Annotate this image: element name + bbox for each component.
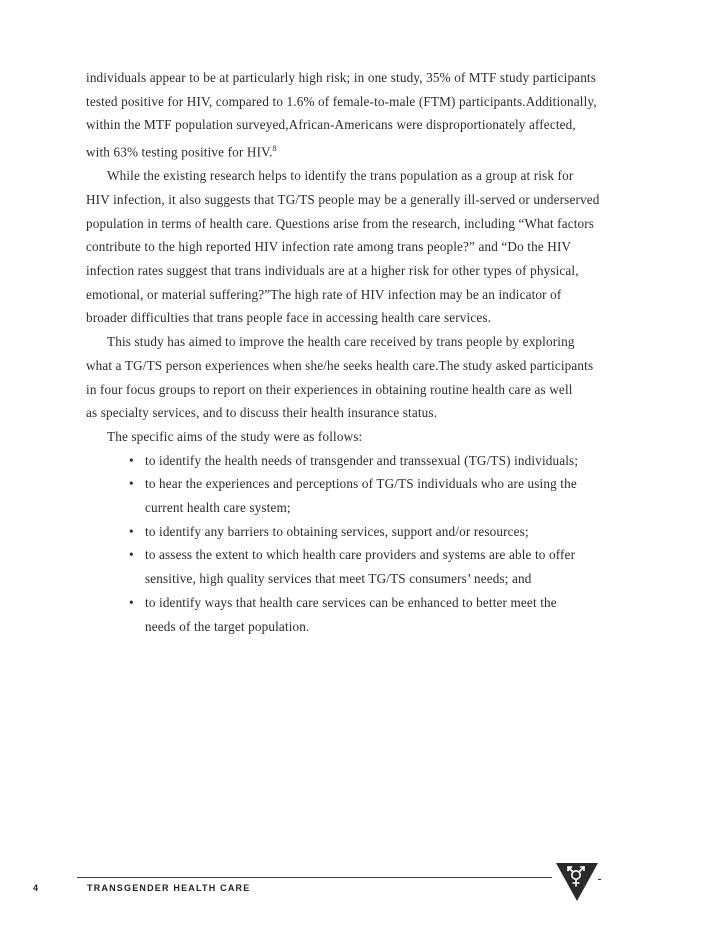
bullet-icon: •: [129, 452, 134, 468]
paragraph-hiv-risk: [86, 66, 626, 164]
text-line: in four focus groups to report on their experiences in obtaining routine health care as well: [86, 381, 573, 397]
page-number: 4: [33, 883, 39, 893]
text-line: tested positive for HIV, compared to 1.6% of female-to-male (FTM) participants.Additionally,: [86, 93, 597, 109]
list-item: [86, 520, 626, 544]
footer-tick: [598, 879, 601, 880]
text-line: This study has aimed to improve the health care received by trans people by exploring: [107, 334, 575, 350]
logo-triangle: [556, 863, 598, 901]
text-line: to hear the experiences and perceptions of TG/TS individuals who are using the: [145, 476, 577, 492]
text-line: sensitive, high quality services that meet TG/TS consumers’ needs; and: [145, 571, 532, 587]
transgender-symbol-icon: [555, 862, 599, 902]
text-line: current health care system;: [145, 500, 291, 516]
text-line: infection rates suggest that trans individuals are at a higher risk for other types of physical,: [86, 263, 579, 279]
list-item: [86, 591, 626, 638]
footnote-marker: 8: [272, 144, 277, 154]
text-line: to assess the extent to which health care providers and systems are able to offer: [145, 547, 576, 563]
text-line: The specific aims of the study were as follows:: [107, 428, 363, 444]
list-item: [86, 543, 626, 590]
text-line: [86, 137, 626, 164]
text-line: broader difficulties that trans people face in accessing health care services.: [86, 310, 492, 326]
text-line: to identify ways that health care services can be enhanced to better meet the: [145, 594, 557, 610]
text-line: While the existing research helps to identify the trans population as a group at risk for: [107, 168, 574, 184]
text-line: to identify any barriers to obtaining services, support and/or resources;: [145, 523, 529, 539]
bullet-icon: •: [129, 523, 134, 539]
running-title: TRANSGENDER HEALTH CARE: [87, 883, 251, 893]
bullet-icon: •: [129, 547, 134, 563]
text-line: to identify the health needs of transgender and transsexual (TG/TS) individuals;: [145, 452, 579, 468]
text-line: needs of the target population.: [145, 618, 310, 634]
text-line: individuals appear to be at particularly high risk; in one study, 35% of MTF study participants: [86, 70, 597, 85]
text-line: population in terms of health care. Questions arise from the research, including “What factors: [86, 215, 595, 231]
body-text: [86, 66, 626, 638]
text-line: as specialty services, and to discuss their health insurance status.: [86, 405, 438, 421]
bullet-icon: •: [129, 476, 134, 492]
list-item: [86, 449, 626, 473]
paragraph-existing-research: [86, 164, 626, 330]
paragraph-specific-aims-intro: [86, 425, 626, 449]
aims-list: [86, 449, 626, 639]
text-line: what a TG/TS person experiences when she/he seeks health care.The study asked participants: [86, 357, 594, 373]
text-line: within the MTF population surveyed,African-Americans were disproportionately affected,: [86, 117, 576, 133]
text-line-content: with 63% testing positive for HIV.: [86, 144, 273, 160]
footer-rule: [77, 877, 552, 878]
text-line: HIV infection, it also suggests that TG/TS people may be a generally ill-served or underserved: [86, 191, 600, 207]
list-item: [86, 472, 626, 519]
bullet-icon: •: [129, 594, 134, 610]
text-line: contribute to the high reported HIV infection rate among trans people?” and “Do the HIV: [86, 239, 572, 255]
paragraph-study-aim: [86, 330, 626, 425]
text-line: emotional, or material suffering?”The high rate of HIV infection may be an indicator of: [86, 286, 562, 302]
